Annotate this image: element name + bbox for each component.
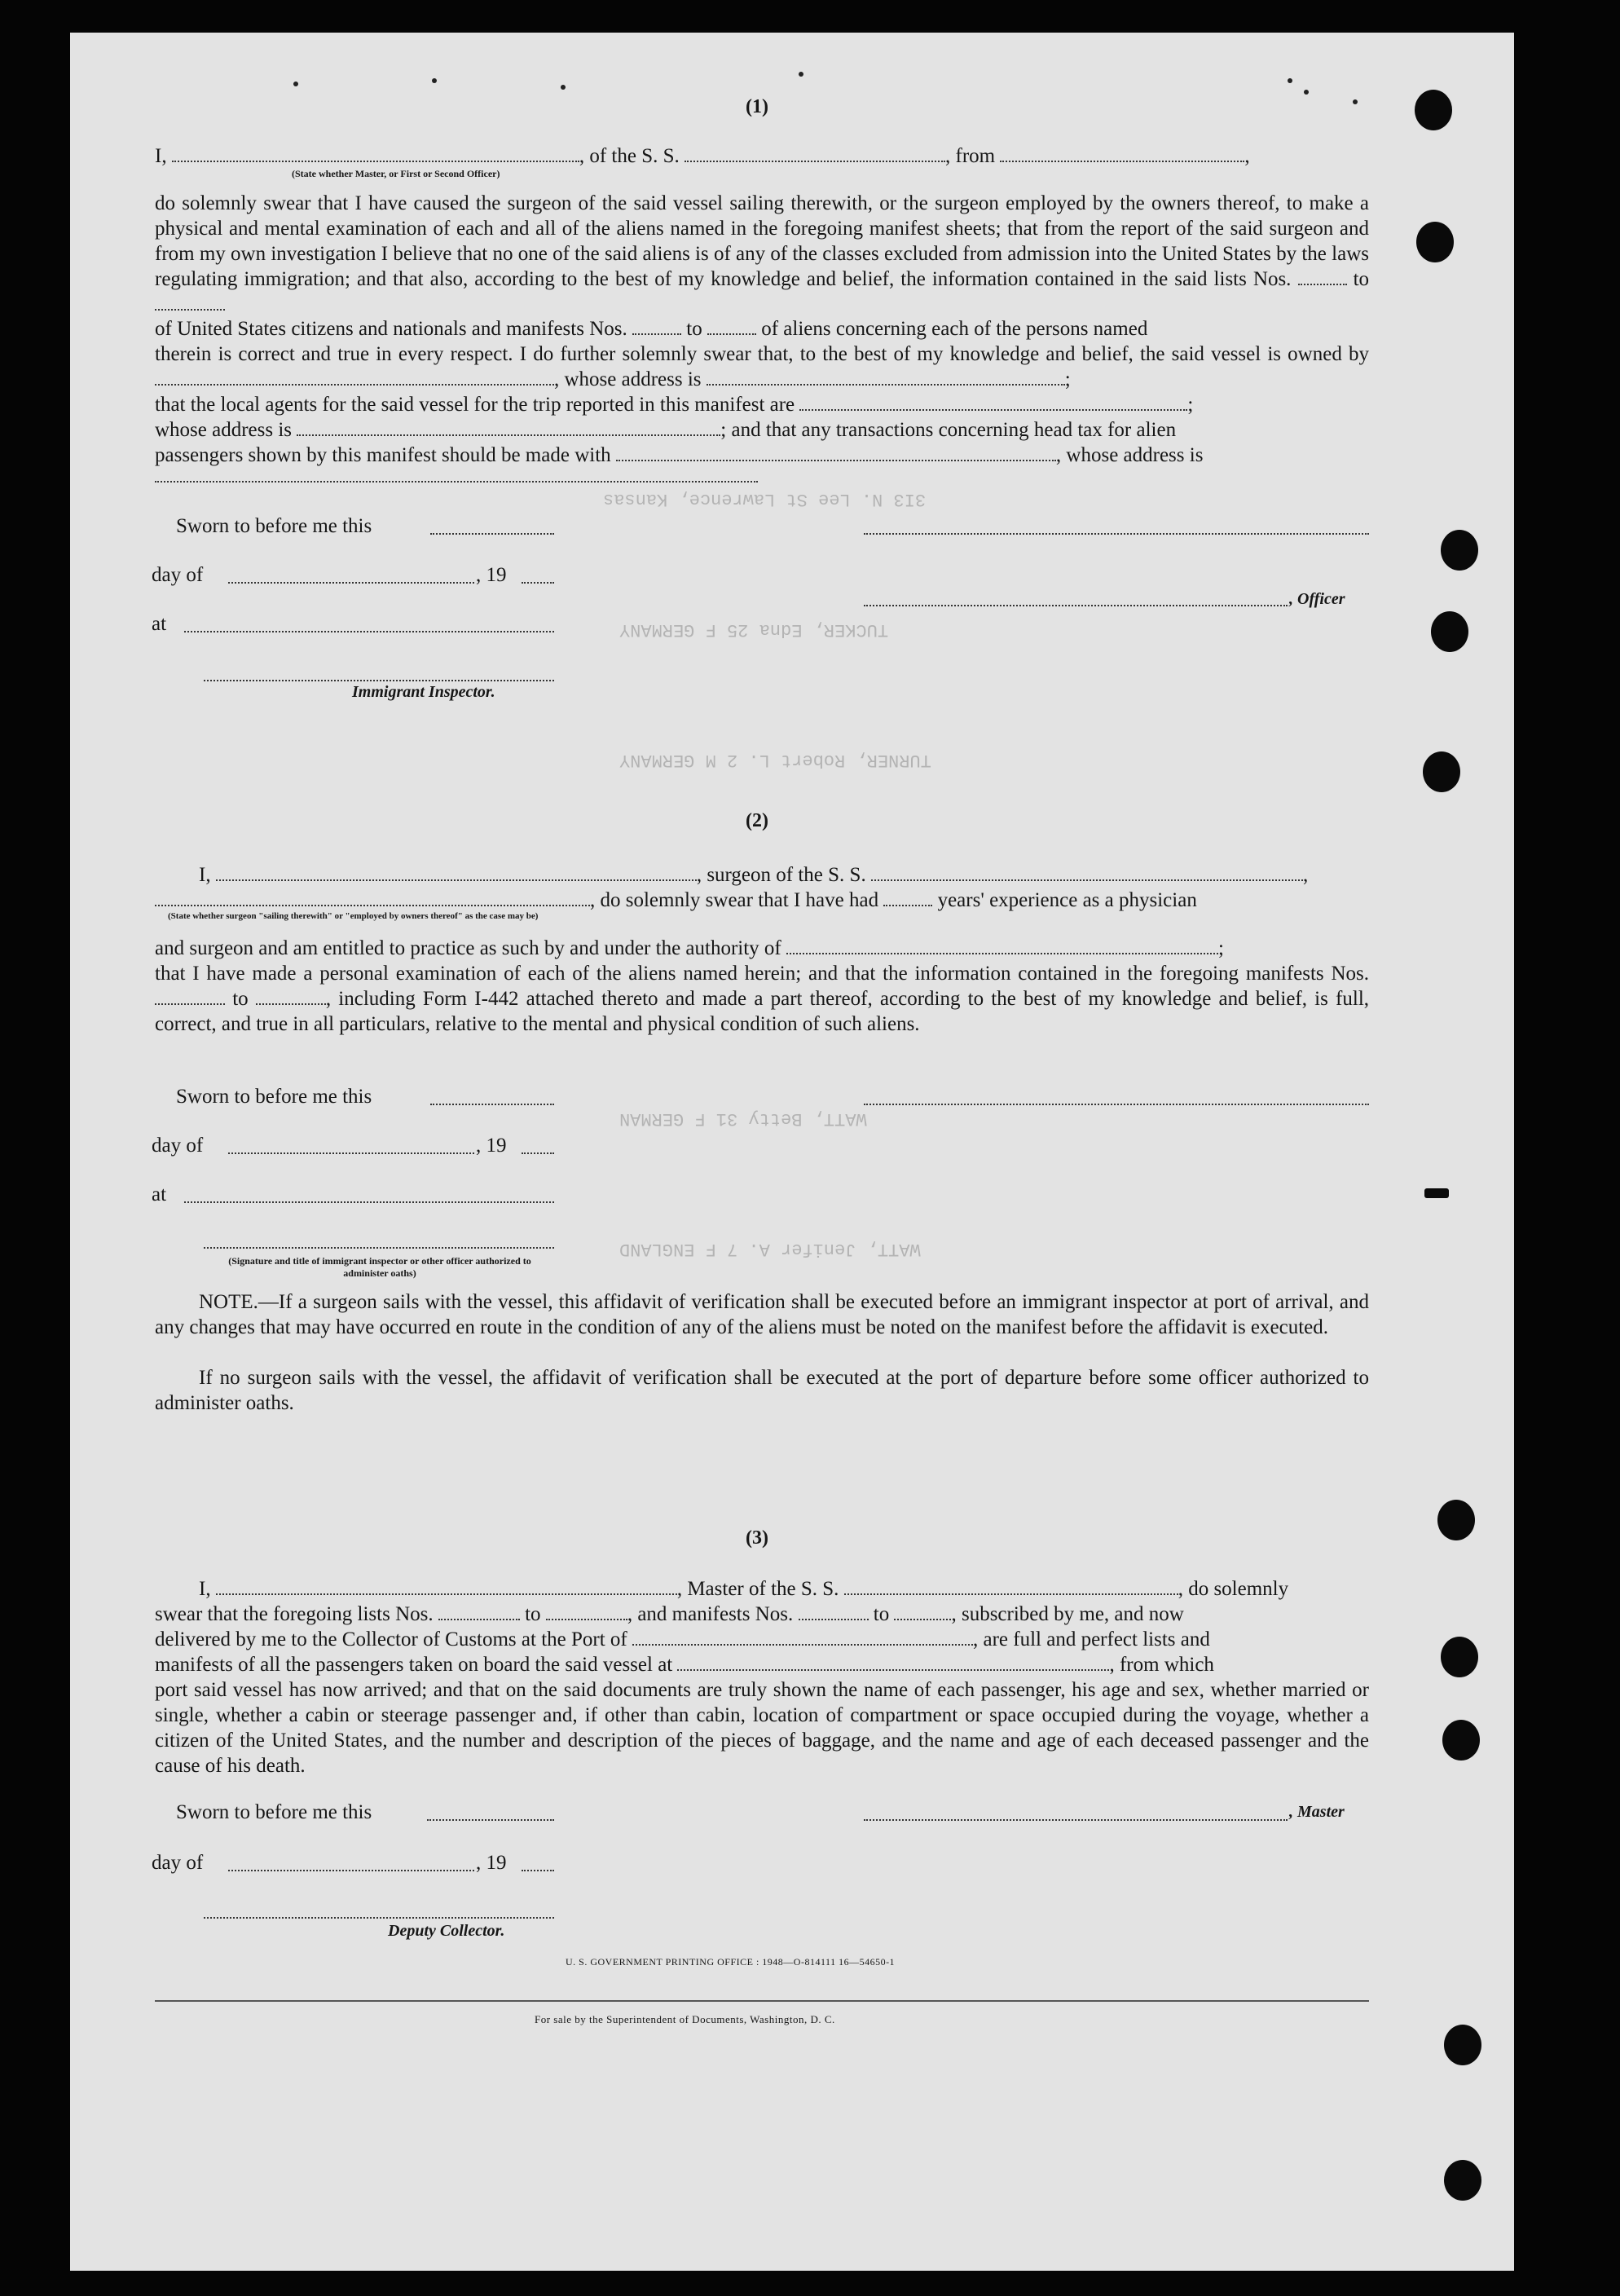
lists-from-field[interactable] bbox=[1298, 267, 1347, 285]
officer-label: , Officer bbox=[1289, 590, 1345, 608]
surgeon-status-field[interactable] bbox=[155, 888, 590, 906]
section-2-experience-line: , do solemnly swear that I have had years' experience as a physician bbox=[155, 888, 1369, 913]
owner-field[interactable] bbox=[155, 368, 554, 386]
at-label-1: at bbox=[152, 613, 167, 635]
section-1-agent-address-line: whose address is ; and that any transactions concerning head tax for alien bbox=[155, 419, 1177, 441]
note-paragraph-2: If no surgeon sails with the vessel, the affidavit of verification shall be executed at the port of departure before some officer authorized to administer oaths. bbox=[155, 1367, 1369, 1414]
agents-field[interactable] bbox=[799, 393, 1187, 411]
punch-hole bbox=[1444, 2160, 1481, 2201]
day-of-field-2[interactable] bbox=[228, 1152, 474, 1154]
officer-title-field[interactable] bbox=[864, 605, 1288, 606]
agent-address-field[interactable] bbox=[297, 418, 720, 436]
inspector-label: Immigrant Inspector. bbox=[352, 683, 495, 701]
officer-signature-field[interactable] bbox=[864, 533, 1369, 535]
section-2-opening-line: I, , surgeon of the S. S. , bbox=[199, 864, 1309, 886]
signature-title-note: (Signature and title of immigrant inspector or other officer authorized to administer oaths) bbox=[228, 1255, 531, 1279]
year-field-1[interactable] bbox=[522, 582, 554, 584]
master-signature-field[interactable] bbox=[864, 1819, 1288, 1821]
manifests-to-field-3[interactable] bbox=[894, 1602, 951, 1620]
day-of-field-3[interactable] bbox=[228, 1870, 474, 1871]
officer-signature-field-2[interactable] bbox=[204, 1247, 554, 1249]
section-2-body: that I have made a personal examination of each of the aliens named herein; and that the information contained in the foregoing manifests Nos. to , including Form I-442 attached thereto and made a part thereof, according to the best of my knowledge and belief, is full, correct, and true in all particulars, relative to the mental and physical condition of such aliens. bbox=[155, 963, 1370, 1035]
section-1-agents-line: that the local agents for the said vessel for the trip reported in this manifest are ; bbox=[155, 394, 1194, 416]
section-1-headtax-line: passengers shown by this manifest should be made with , whose address is bbox=[155, 444, 1204, 466]
sworn-label-2: Sworn to before me this bbox=[176, 1086, 372, 1108]
punch-hole bbox=[1441, 1637, 1478, 1677]
departure-port-field[interactable] bbox=[677, 1653, 1109, 1671]
owner-address-field[interactable] bbox=[707, 368, 1065, 386]
sworn-label-1: Sworn to before me this bbox=[176, 515, 372, 537]
punch-hole bbox=[1423, 751, 1460, 792]
inspector-signature-field[interactable] bbox=[204, 680, 554, 681]
day-of-label-3: day of bbox=[152, 1852, 204, 1874]
at-field-1[interactable] bbox=[184, 631, 554, 632]
manifests-to-field-2[interactable] bbox=[256, 987, 326, 1005]
at-label-2: at bbox=[152, 1183, 167, 1205]
section-1-manifests-line: of United States citizens and nationals and manifests Nos. to of aliens concerning each of the persons named bbox=[155, 318, 1148, 340]
manifests-from-field-2[interactable] bbox=[155, 987, 225, 1005]
manifests-from-field[interactable] bbox=[632, 317, 681, 335]
sworn-date-field-1[interactable] bbox=[430, 533, 554, 535]
lists-from-field-3[interactable] bbox=[438, 1602, 520, 1620]
at-field-2[interactable] bbox=[184, 1201, 554, 1203]
section-2-authority-line: and surgeon and am entitled to practice as such by and under the authority of ; bbox=[155, 937, 1224, 959]
section-2-number: (2) bbox=[746, 810, 768, 831]
year-field-2[interactable] bbox=[522, 1152, 554, 1154]
authority-field[interactable] bbox=[786, 936, 1218, 954]
year-label-2: , 19 bbox=[476, 1135, 507, 1157]
section-3-taken-line: manifests of all the passengers taken on board the said vessel at , from which bbox=[155, 1654, 1214, 1676]
for-sale-line: For sale by the Superintendent of Documents, Washington, D. C. bbox=[535, 2013, 835, 2025]
sworn-label-3: Sworn to before me this bbox=[176, 1801, 372, 1823]
day-of-label-2: day of bbox=[152, 1135, 204, 1157]
year-field-3[interactable] bbox=[522, 1870, 554, 1871]
master-label: , Master bbox=[1289, 1803, 1345, 1821]
section-1-body: do solemnly swear that I have caused the surgeon of the said vessel sailing therewith, or the surgeon employed by the owners thereof, to make a physical and mental examination of each and all of the aliens named in the foregoing manifest sheets; that from the report of the said surgeon and from my own investigation I believe that no one of the said aliens is of any of the classes excluded from admission into the United States by the laws regulating immigration; and that also, according to the best of my knowledge and belief, the information contained in the said lists Nos. to bbox=[155, 191, 1369, 313]
year-label-1: , 19 bbox=[476, 564, 507, 586]
sworn-date-field-3[interactable] bbox=[427, 1819, 554, 1821]
master-name-field[interactable] bbox=[216, 1577, 677, 1595]
surgeon-vessel-field[interactable] bbox=[871, 863, 1303, 881]
section-3-number: (3) bbox=[746, 1527, 768, 1549]
day-of-field-1[interactable] bbox=[228, 582, 474, 584]
punch-hole bbox=[1416, 222, 1454, 262]
section-3-port-line: delivered by me to the Collector of Customs at the Port of , are full and perfect lists and bbox=[155, 1628, 1210, 1650]
day-of-label-1: day of bbox=[152, 564, 204, 586]
lists-to-field[interactable] bbox=[155, 293, 225, 311]
lists-to-field-3[interactable] bbox=[546, 1602, 627, 1620]
years-field[interactable] bbox=[883, 888, 932, 906]
from-port-field[interactable] bbox=[1000, 144, 1244, 162]
punch-hole bbox=[1431, 611, 1468, 652]
section-3-lists-line: swear that the foregoing lists Nos. to , and manifests Nos. to , subscribed by me, and now bbox=[155, 1603, 1184, 1625]
deputy-collector-label: Deputy Collector. bbox=[388, 1922, 505, 1940]
punch-hole bbox=[1442, 1720, 1480, 1761]
punch-hole bbox=[1441, 530, 1478, 571]
surgeon-status-note: (State whether surgeon "sailing therewith" or "employed by owners thereof" as the case may be) bbox=[168, 911, 539, 921]
manifests-from-field-3[interactable] bbox=[799, 1602, 869, 1620]
section-1-owner-text: therein is correct and true in every respect. I do further solemnly swear that, to the best of my knowledge and belief, the said vessel is owned by , whose address is ; bbox=[155, 343, 1369, 390]
collector-signature-field[interactable] bbox=[204, 1917, 554, 1919]
manifests-to-field[interactable] bbox=[707, 317, 756, 335]
section-1-opening-line: I, , of the S. S. , from , bbox=[155, 145, 1250, 167]
punch-hole bbox=[1424, 1188, 1449, 1198]
printing-office-line: U. S. GOVERNMENT PRINTING OFFICE : 1948—O-814111 16—54650-1 bbox=[566, 1956, 896, 1968]
surgeon-name-field[interactable] bbox=[216, 863, 697, 881]
vessel-name-field[interactable] bbox=[685, 144, 945, 162]
officer-name-field[interactable] bbox=[172, 144, 579, 162]
headtax-contact-field[interactable] bbox=[616, 443, 1056, 461]
year-label-3: , 19 bbox=[476, 1852, 507, 1874]
section-3-opening-line: I, , Master of the S. S. , do solemnly bbox=[199, 1578, 1289, 1600]
section-3-body: port said vessel has now arrived; and that on the said documents are truly shown the name of each passenger, his age and sex, whether married or single, whether a cabin or steerage passenger and, if other than cabin, location of compartment or space occupied during the voyage, whether a citizen of the United States, and the number and description of the pieces of baggage, and the name and age of each deceased passenger and the cause of his death. bbox=[155, 1679, 1369, 1777]
punch-hole bbox=[1444, 2025, 1481, 2065]
section-1-number: (1) bbox=[746, 96, 768, 117]
surgeon-signature-field[interactable] bbox=[864, 1104, 1369, 1105]
port-field[interactable] bbox=[632, 1628, 973, 1646]
sworn-date-field-2[interactable] bbox=[430, 1104, 554, 1105]
footer-divider bbox=[155, 2000, 1369, 2002]
note-paragraph: NOTE.—If a surgeon sails with the vessel, this affidavit of verification shall be executed before an immigrant inspector at port of arrival, and any changes that may have occurred en route in the condition of any of the aliens must be noted on the manifest before the affidavit is executed. bbox=[155, 1291, 1369, 1338]
officer-rank-note: (State whether Master, or First or Second Officer) bbox=[292, 168, 500, 179]
headtax-address-field[interactable] bbox=[155, 481, 758, 483]
master-vessel-field[interactable] bbox=[844, 1577, 1178, 1595]
